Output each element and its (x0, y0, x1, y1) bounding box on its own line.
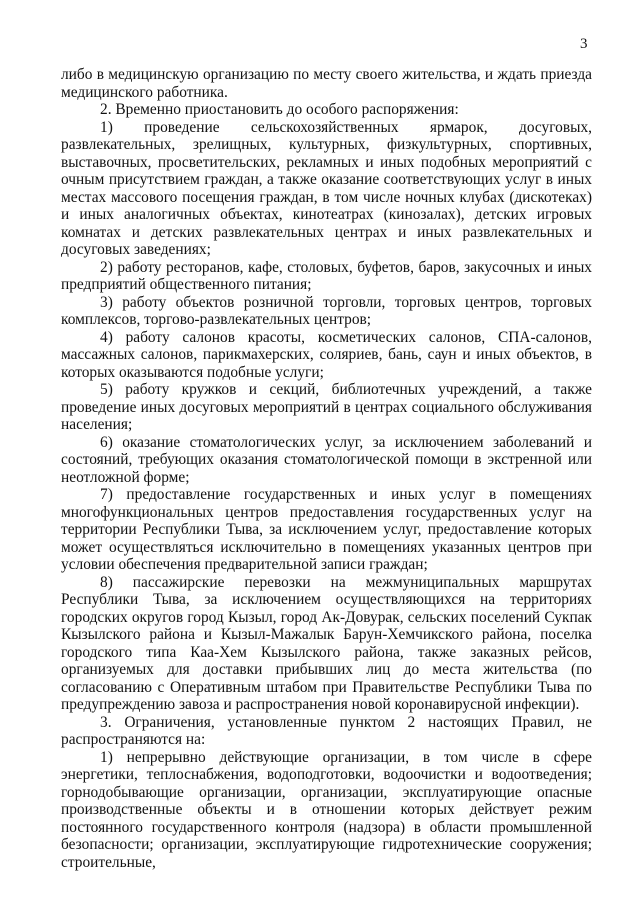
document-body (61, 66, 592, 871)
paragraph-item-2-5: 5) работу кружков и секций, библиотечных учреждений, а также проведение иных досуговых мероприятий в центрах социального обслуживания населения; (61, 381, 592, 433)
paragraph-item-2-7: 7) предоставление государственных и иных услуг в помещениях многофункциональных центров предоставления государственных услуг на территории Республики Тыва, за исключением услуг, предоставление которых может осуществляться исключительно в помещениях указанных центров при условии обеспечения предварительной записи граждан; (61, 486, 592, 573)
paragraph-item-2-2: 2) работу ресторанов, кафе, столовых, буфетов, баров, закусочных и иных предприятий общественного питания; (61, 258, 592, 293)
page-number: 3 (580, 36, 588, 52)
paragraph-item-2-3: 3) работу объектов розничной торговли, торговых центров, торговых комплексов, торгово-развлекательных центров; (61, 293, 592, 328)
paragraph-item-2-8: 8) пассажирские перевозки на межмуниципальных маршрутах Республики Тыва, за исключением осуществляющихся на территориях городских округов город Кызыл, город Ак-Довурак, сельских поселений Сукпак Кызылского района и Кызыл-Мажалык Барун-Хемчикского района, поселка городского типа Каа-Хем Кызылского района, также заказных рейсов, организуемых для доставки прибывших лиц до места жительства (по согласованию с Оперативным штабом при Правительстве Республики Тыва по предупреждению завоза и распространения новой коронавирусной инфекции). (61, 573, 592, 713)
paragraph-section-3: 3. Ограничения, установленные пунктом 2 настоящих Правил, не распространяются на: (61, 713, 592, 748)
paragraph-item-3-1: 1) непрерывно действующие организации, в том числе в сфере энергетики, теплоснабжения, водоподготовки, водоочистки и водоотведения; горнодобывающие организации, организации, эксплуатирующие опасные производственные объекты и в отношении которых действует режим постоянного государственного контроля (надзора) в области промышленной безопасности; организации, эксплуатирующие гидротехнические сооружения; строительные, (61, 748, 592, 871)
paragraph-item-2-4: 4) работу салонов красоты, косметических салонов, СПА-салонов, массажных салонов, парикмахерских, соляриев, бань, саун и иных объектов, в которых оказываются подобные услуги; (61, 328, 592, 381)
paragraph-continuation: либо в медицинскую организацию по месту своего жительства, и ждать приезда медицинского работника. (61, 66, 592, 101)
paragraph-item-2-6: 6) оказание стоматологических услуг, за исключением заболеваний и состояний, требующих оказания стоматологической помощи в экстренной или неотложной форме; (61, 433, 592, 486)
paragraph-item-2-1: 1) проведение сельскохозяйственных ярмарок, досуговых, развлекательных, зрелищных, культурных, физкультурных, спортивных, выставочных, просветительских, рекламных и иных подобных мероприятий с очным присутствием граждан, а также оказание соответствующих услуг в иных местах массового посещения граждан, в том числе ночных клубах (дискотеках) и иных аналогичных объектах, кинотеатрах (кинозалах), детских игровых комнатах и детских развлекательных центрах и иных развлекательных и досуговых заведениях; (61, 118, 592, 258)
paragraph-section-2: 2. Временно приостановить до особого распоряжения: (100, 101, 459, 118)
